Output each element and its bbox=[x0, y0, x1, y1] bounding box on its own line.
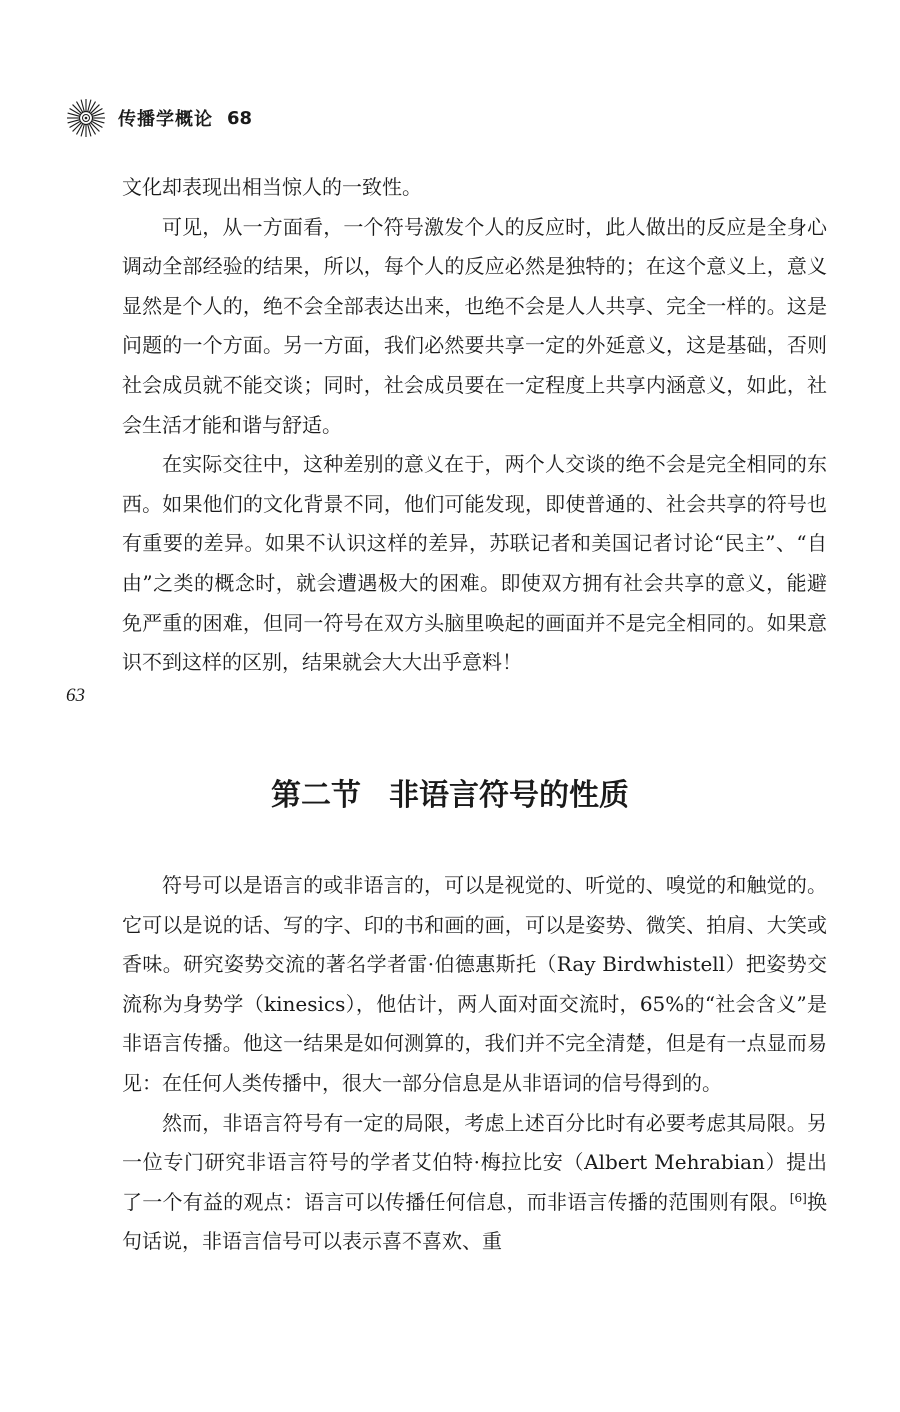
paragraph: 可见，从一方面看，一个符号激发个人的反应时，此人做出的反应是全身心调动全部经验的结果，所以，每个人的反应必然是独特的；在这个意义上，意义显然是个人的，绝不会全部表达出来，也绝不会是人人共享、完全一样的。这是问题的一个方面。另一方面，我们必然要共享一定的外延意义，这是基础，否则社会成员就不能交谈；同时，社会成员要在一定程度上共享内涵意义，如此，社会生活才能和谐与舒适。 bbox=[122, 214, 827, 437]
section-heading bbox=[0, 770, 900, 814]
original-page-number: 63 bbox=[66, 685, 85, 706]
sunburst-emblem-icon bbox=[66, 98, 106, 138]
footnote-marker: [6] bbox=[789, 1190, 807, 1205]
paragraph: 文化却表现出相当惊人的一致性。 bbox=[122, 175, 422, 199]
section-title: 非语言符号的性质 bbox=[389, 778, 629, 813]
book-title: 传播学概论 bbox=[118, 109, 213, 130]
paragraph-text: 换句话说，非语言信号可以表示喜不喜欢、重 bbox=[122, 1189, 828, 1254]
section-number: 第二节 bbox=[271, 778, 361, 813]
paragraph bbox=[122, 1104, 827, 1262]
paragraph-text: 然而，非语言符号有一定的局限，考虑上述百分比时有必要考虑其局限。另一位专门研究非语言符号的学者艾伯特·梅拉比安（Albert Mehrabian）提出了一个有益的观点：语言可以传播任何信息，而非语言传播的范围则有限。 bbox=[122, 1110, 827, 1214]
paragraph: 在实际交往中，这种差别的意义在于，两个人交谈的绝不会是完全相同的东西。如果他们的文化背景不同，他们可能发现，即使普通的、社会共享的符号也有重要的差异。如果不认识这样的差异，苏联记者和美国记者讨论“民主”、“自由”之类的概念时，就会遭遇极大的困难。即使双方拥有社会共享的意义，能避免严重的困难，但同一符号在双方头脑里唤起的画面并不是完全相同的。如果意识不到这样的区别，结果就会大大出乎意料！ bbox=[122, 452, 827, 675]
text-block-2 bbox=[122, 866, 827, 1262]
text-block-1 bbox=[122, 168, 827, 683]
page-number: 68 bbox=[227, 107, 253, 129]
running-header bbox=[66, 98, 252, 138]
paragraph: 符号可以是语言的或非语言的，可以是视觉的、听觉的、嗅觉的和触觉的。它可以是说的话、写的字、印的书和画的画，可以是姿势、微笑、拍肩、大笑或香味。研究姿势交流的著名学者雷·伯德惠斯托（Ray Birdwhistell）把姿势交流称为身势学（kinesics），他估计，两人面对面交流时，65%的“社会含义”是非语言传播。他这一结果是如何测算的，我们并不完全清楚，但是有一点显而易见：在任何人类传播中，很大一部分信息是从非语词的信号得到的。 bbox=[122, 873, 827, 1095]
